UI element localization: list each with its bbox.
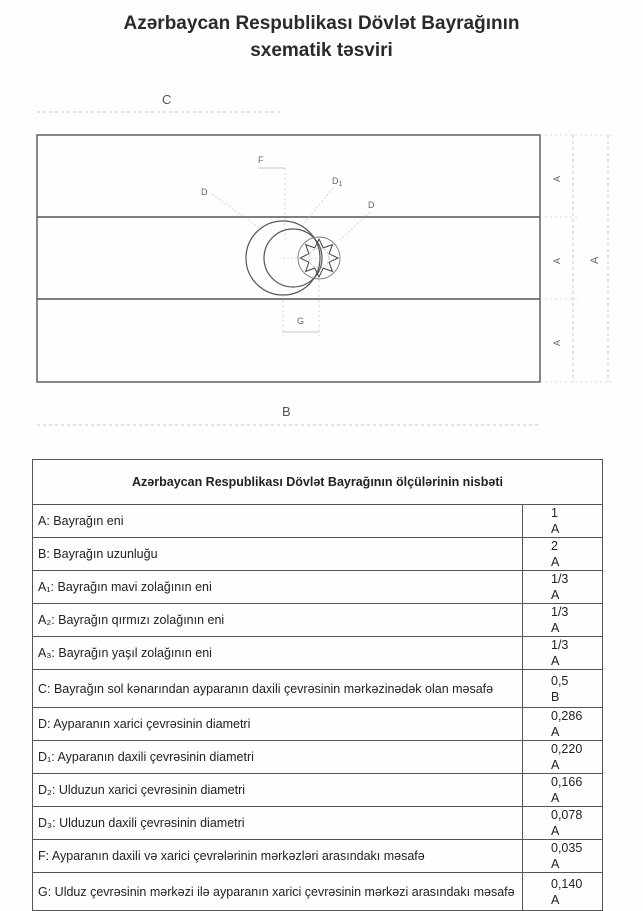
row-value-cell: [523, 774, 603, 807]
row-unit: A: [551, 892, 560, 907]
row-description: D₂: Ulduzun xarici çevrəsinin diametri: [33, 774, 523, 807]
table-row: [33, 708, 603, 741]
title-line-1: Azərbaycan Respublikası Dövlət Bayrağının: [123, 13, 520, 34]
row-description: D₁: Ayparanın daxili çevrəsinin diametri: [33, 741, 523, 774]
label-f: F: [258, 155, 264, 165]
row-unit: A: [551, 758, 560, 772]
table-row: [33, 741, 603, 774]
row-description: A: Bayrağın eni: [33, 505, 523, 538]
row-value: 1/3: [551, 638, 569, 652]
row-value-cell: [523, 807, 603, 840]
row-value: 2: [551, 539, 558, 553]
row-description: F: Ayparanın daxili və xarici çevrələrinin mərkəzləri arasındakı məsafə: [33, 840, 523, 873]
table-row: [33, 538, 603, 571]
row-value-cell: [523, 873, 603, 911]
row-unit: A: [551, 621, 560, 635]
row-description: G: Ulduz çevrəsinin mərkəzi ilə ayparanın xarici çevrəsinin mərkəzi arasındakı məsafə: [33, 873, 523, 911]
label-b: B: [282, 404, 291, 419]
label-d2: D: [368, 200, 375, 210]
row-value-cell: [523, 708, 603, 741]
table-row: [33, 873, 603, 911]
table-row: [33, 774, 603, 807]
label-a: A: [589, 256, 601, 264]
row-description: A₁: Bayrağın mavi zolağının eni: [33, 571, 523, 604]
table-header: Azərbaycan Respublikası Dövlət Bayrağının ölçülərinin nisbəti: [33, 460, 603, 505]
row-value-cell: [523, 670, 603, 708]
row-unit: A: [551, 791, 560, 805]
label-a3: A: [552, 339, 562, 346]
row-unit: A: [551, 555, 560, 569]
row-description: B: Bayrağın uzunluğu: [33, 538, 523, 571]
table-row: [33, 505, 603, 538]
row-unit: A: [551, 857, 560, 871]
row-unit: A: [551, 654, 560, 668]
flag-outline: [37, 135, 540, 382]
row-value-cell: [523, 741, 603, 774]
row-value-cell: [523, 505, 603, 538]
row-unit: A: [551, 725, 560, 739]
row-unit: B: [551, 689, 560, 704]
title-line-2: sxematik təsviri: [250, 40, 393, 61]
row-value-cell: [523, 637, 603, 670]
label-g: G: [297, 316, 305, 326]
row-value: 0,220: [551, 742, 583, 756]
row-description: A₂: Bayrağın qırmızı zolağının eni: [33, 604, 523, 637]
leader-d1: [300, 188, 333, 228]
label-d: D: [201, 187, 208, 197]
flag-schematic-diagram: [0, 90, 643, 430]
table-row: [33, 840, 603, 873]
table-row: [33, 571, 603, 604]
leader-d2: [340, 212, 370, 240]
row-value: 0,5: [551, 673, 569, 688]
row-description: D₃: Ulduzun daxili çevrəsinin diametri: [33, 807, 523, 840]
label-a1: A: [552, 175, 562, 182]
table-row: [33, 637, 603, 670]
table-row: [33, 670, 603, 708]
row-value-cell: [523, 538, 603, 571]
row-value: 0,166: [551, 775, 583, 789]
leader-d: [212, 194, 262, 230]
table-row: [33, 807, 603, 840]
label-c: C: [162, 92, 172, 107]
row-value: 0,140: [551, 876, 583, 891]
row-value: 1/3: [551, 605, 569, 619]
row-value: 0,035: [551, 841, 583, 855]
row-unit: A: [551, 588, 560, 602]
row-description: D: Ayparanın xarici çevrəsinin diametri: [33, 708, 523, 741]
row-value-cell: [523, 571, 603, 604]
row-unit: A: [551, 522, 560, 536]
row-unit: A: [551, 824, 560, 838]
document-title: [0, 10, 643, 64]
row-value-cell: [523, 840, 603, 873]
table-row: [33, 604, 603, 637]
row-value: 0,286: [551, 709, 583, 723]
row-value: 0,078: [551, 808, 583, 822]
row-value-cell: [523, 604, 603, 637]
dimensions-table: [32, 459, 603, 911]
label-d1: $D_1$: [332, 176, 343, 188]
row-description: A₃: Bayrağın yaşıl zolağının eni: [33, 637, 523, 670]
label-a2: A: [552, 257, 562, 264]
row-description: C: Bayrağın sol kənarından ayparanın daxili çevrəsinin mərkəzinədək olan məsafə: [33, 670, 523, 708]
row-value: 1/3: [551, 572, 569, 586]
row-value: 1: [551, 506, 558, 520]
